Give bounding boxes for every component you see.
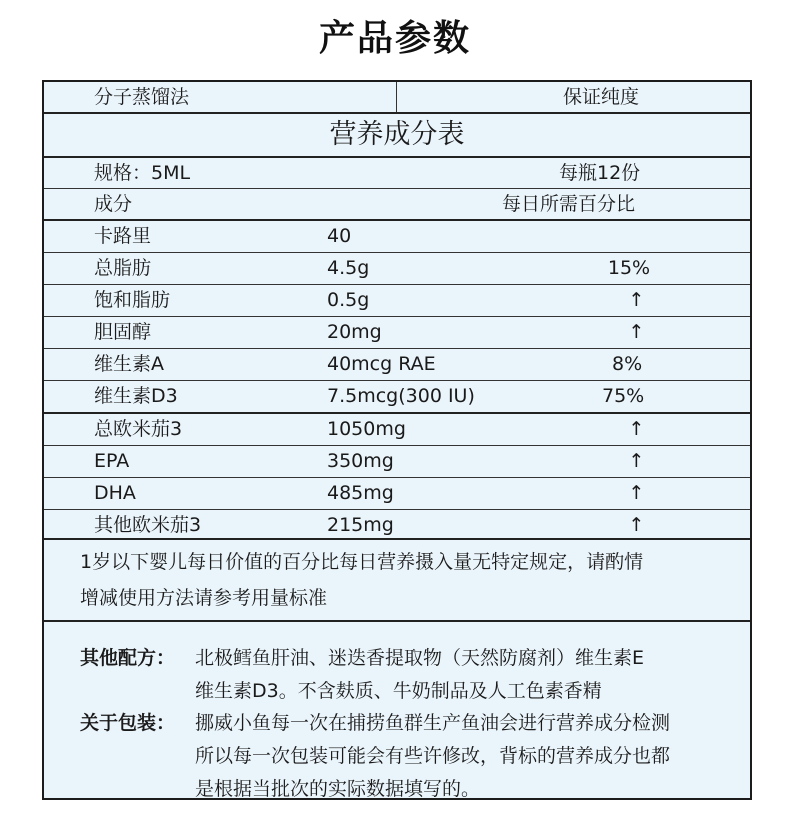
omega-name: 其他欧米茄3: [94, 514, 202, 536]
table-title: 营养成分表: [329, 119, 465, 150]
up-arrow-icon: ↑: [628, 289, 645, 311]
nutrient-name: 维生素A: [94, 353, 164, 375]
columns-row: [44, 189, 750, 221]
table-row: [44, 381, 750, 414]
packaging-line: 所以每一次包装可能会有些许修改，背标的营养成分也都: [195, 745, 671, 767]
nutrient-amount: 20mg: [327, 321, 382, 343]
other-formula-section: [80, 642, 740, 708]
omega-name: DHA: [94, 482, 136, 504]
nutrient-name: 胆固醇: [94, 321, 152, 343]
nutrition-table-frame: [42, 80, 752, 800]
nutrient-amount: 0.5g: [327, 289, 370, 311]
up-arrow-icon: ↑: [628, 482, 645, 504]
infant-note: [80, 544, 740, 616]
nutrient-name: 卡路里: [94, 225, 152, 247]
header-right-label: 保证纯度: [563, 86, 640, 108]
table-row: [44, 510, 750, 540]
col-daily-percent: 每日所需百分比: [502, 193, 636, 215]
nutrient-amount: 7.5mcg(300 IU): [327, 385, 475, 407]
table-title-row: [44, 114, 750, 158]
table-row: [44, 253, 750, 285]
spec-right: 每瓶12份: [559, 162, 641, 184]
omega-name: EPA: [94, 450, 130, 472]
header-left-label: 分子蒸馏法: [94, 86, 190, 108]
note-line: 1岁以下婴儿每日价值的百分比每日营养摄入量无特定规定，请酌情: [80, 551, 644, 573]
col-ingredient: 成分: [94, 193, 133, 215]
up-arrow-icon: ↑: [628, 418, 645, 440]
nutrient-amount: 40: [327, 225, 352, 247]
table-row: [44, 478, 750, 510]
nutrient-name: 饱和脂肪: [94, 289, 171, 311]
omega-amount: 485mg: [327, 482, 394, 504]
table-row: [44, 221, 750, 253]
table-row: [44, 285, 750, 317]
nutrient-amount: 40mcg RAE: [327, 353, 436, 375]
packaging-line: 是根据当批次的实际数据填写的。: [195, 778, 481, 800]
omega-amount: 215mg: [327, 514, 394, 536]
header-divider: [396, 82, 397, 112]
nutrient-amount: 4.5g: [327, 257, 370, 279]
table-row: [44, 414, 750, 446]
spec-left: 规格：5ML: [94, 162, 191, 184]
note-line: 增减使用方法请参考用量标准: [80, 587, 328, 609]
packaging-line: 挪威小鱼每一次在捕捞鱼群生产鱼油会进行营养成分检测: [195, 712, 671, 734]
nutrient-pct: 8%: [612, 353, 643, 375]
omega-name: 总欧米茄3: [94, 418, 183, 440]
up-arrow-icon: ↑: [628, 321, 645, 343]
page-title: 产品参数: [318, 18, 471, 59]
table-row: [44, 317, 750, 349]
nutrient-name: 维生素D3: [94, 385, 178, 407]
packaging-section: [80, 707, 740, 806]
spec-row: [44, 158, 750, 189]
nutrient-name: 总脂肪: [94, 257, 152, 279]
up-arrow-icon: ↑: [628, 450, 645, 472]
other-formula-line: 北极鳕鱼肝油、迷迭香提取物（天然防腐剂）维生素E: [195, 647, 645, 669]
other-formula-line: 维生素D3。不含麸质、牛奶制品及人工色素香精: [195, 680, 602, 702]
omega-amount: 350mg: [327, 450, 394, 472]
packaging-label: 关于包装：: [80, 712, 176, 734]
table-row: [44, 349, 750, 381]
header-row: [44, 82, 750, 114]
omega-amount: 1050mg: [327, 418, 406, 440]
up-arrow-icon: ↑: [628, 514, 645, 536]
nutrient-pct: 15%: [607, 257, 651, 279]
section-divider: [44, 620, 750, 622]
nutrient-pct: 75%: [602, 385, 645, 407]
table-row: [44, 446, 750, 478]
other-formula-label: 其他配方：: [80, 647, 176, 669]
